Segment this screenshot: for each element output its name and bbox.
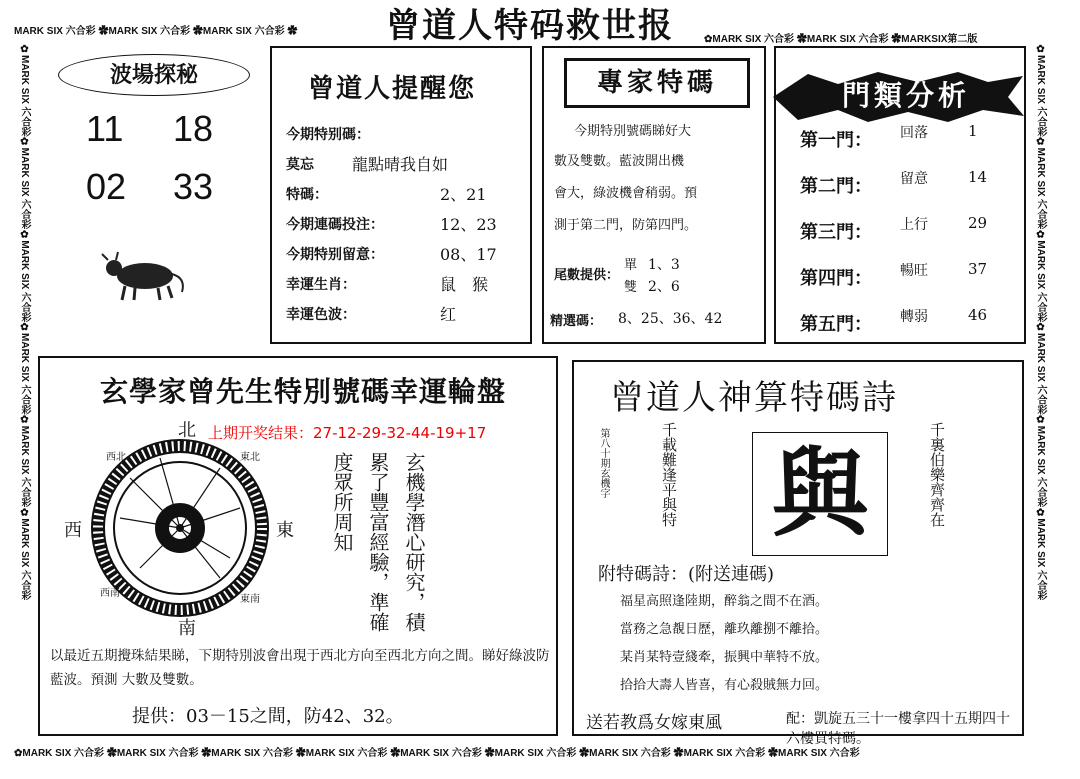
vertical-col: 累了豐富經驗，準確: [366, 452, 390, 632]
door-label: 第五門：: [800, 314, 872, 335]
panel-bo-chang: [38, 46, 262, 344]
panel3-body-line: 會大，綠波機會稍弱。預: [554, 186, 698, 201]
poem-col-a: 千載難逢平與特: [660, 422, 678, 527]
last-result: 上期开奖结果：27-12-29-32-44-19+17: [208, 424, 487, 442]
wheel-paragraph: 以最近五期攪珠結果睇，下期特別波會出現于西北方向至西北方向之間。睇好綠波防藍波。預測 大數及雙數。: [50, 648, 550, 688]
border-left-strip: ✿MARK SIX 六合彩✿MARK SIX 六合彩✿MARK SIX 六合彩✿MARK SIX 六合彩✿MARK SIX 六合彩✿MARK SIX 六合彩: [19, 44, 30, 601]
panel3-selected-label: 精選碼：: [550, 314, 603, 329]
border-top-right-strip: ✿MARK SIX 六合彩 ✿MARK SIX 六合彩 ✿MARKSIX第二版: [704, 34, 978, 45]
poem-footer-right: 配：凱旋五三十一樓拿四十五期四十六樓買特碼。: [786, 711, 1010, 747]
panel4-title: 門類分析: [841, 79, 970, 112]
door-word: 上行: [900, 217, 928, 233]
reminder-label: 幸運色波：: [286, 307, 356, 323]
panel5-title: 玄學家曾先生特別號碼幸運輪盤: [100, 375, 507, 408]
poem-line: 福星高照逢陸期，醉翁之間不在酒。: [620, 594, 829, 609]
border-bottom-strip: ✿MARK SIX 六合彩 ✿MARK SIX 六合彩 ✿MARK SIX 六合彩 ✿MARK SIX 六合彩 ✿MARK SIX 六合彩 ✿MARK SIX 六合彩 ✿MARK SIX 六合彩 ✿MARK SIX 六合彩 ✿MARK SIX 六合彩: [14, 748, 860, 759]
panel1-number: 02: [86, 166, 127, 207]
dir-west: 西: [64, 520, 82, 541]
panel-expert: [542, 46, 766, 344]
panel-wheel: [38, 356, 558, 736]
door-number: 46: [968, 306, 988, 324]
poem-col-b: 千裏伯樂齊齊在: [928, 422, 946, 527]
panel3-selected: 8、25、36、42: [618, 311, 723, 327]
reminder-label: 今期連碼投注：: [286, 217, 384, 233]
panel3-body-line: 測于第二門，防第四門。: [554, 218, 698, 233]
panel-door-analysis: [774, 46, 1026, 344]
panel3-tail-label: 尾數提供：: [554, 268, 620, 283]
panel3-tail-single-label: 單: [624, 258, 638, 273]
poem-line: 拾拾大壽人皆喜，有心殺賊無力回。: [620, 678, 829, 693]
panel1-title: 波場探秘: [58, 54, 250, 96]
reminder-label: 莫忘: [286, 157, 314, 173]
poem-footer-left: 送若教爲女嫁東風: [586, 713, 722, 733]
poem-small-col: 第八十期玄機字: [598, 428, 609, 498]
door-label: 第四門：: [800, 268, 872, 289]
reminder-value: 龍點晴我自如: [352, 155, 449, 174]
dir-southwest: 西南: [100, 588, 120, 599]
attach-title: 附特碼詩：(附送連碼): [598, 564, 775, 585]
reminder-value: 08、17: [440, 245, 497, 264]
reminder-value: 鼠 猴: [440, 275, 489, 294]
door-word: 回落: [900, 125, 928, 141]
reminder-value: 2、21: [440, 185, 487, 204]
reminder-label: 今期特别碼：: [286, 127, 370, 143]
wheel-provide: 提供：03－15之間，防42、32。: [132, 706, 404, 727]
border-right-strip: ✿MARK SIX 六合彩✿MARK SIX 六合彩✿MARK SIX 六合彩✿MARK SIX 六合彩✿MARK SIX 六合彩✿MARK SIX 六合彩: [1035, 44, 1046, 601]
door-word: 轉弱: [900, 309, 928, 325]
panel2-title: 曾道人提醒您: [308, 74, 477, 104]
panel1-number: 11: [86, 108, 124, 149]
vertical-col: 玄機學潛心研究，積: [402, 452, 426, 632]
panel3-title: 專家特碼: [564, 58, 750, 108]
ox-icon: [100, 246, 190, 306]
panel3-body-line: 今期特別號碼睇好大: [574, 124, 692, 139]
reminder-value: 红: [440, 305, 457, 324]
door-number: 37: [968, 260, 988, 278]
panel-reminder: [270, 46, 532, 344]
panel1-number: 18: [173, 108, 214, 149]
door-word: 暢旺: [900, 263, 928, 279]
reminder-label: 特碼：: [286, 187, 328, 203]
page-title: 曾道人特码救世报: [360, 4, 700, 48]
border-top-left-strip: MARK SIX 六合彩 ✿MARK SIX 六合彩 ✿MARK SIX 六合彩 ✿: [14, 26, 298, 37]
door-number: 1: [968, 122, 978, 140]
panel3-body-line: 數及雙數。藍波開出機: [554, 154, 685, 169]
dir-southeast: 東南: [240, 594, 260, 605]
poem-line: 某肖某特壹綫牽，振興中華特不放。: [620, 650, 829, 665]
panel3-tail-single: 1、3: [648, 257, 680, 273]
panel3-tail-double-label: 雙: [624, 280, 638, 295]
door-label: 第二門：: [800, 176, 872, 197]
panel3-tail-double: 2、6: [648, 279, 680, 295]
dir-east: 東: [276, 520, 294, 541]
poem-line: 當務之急覩日歷，離玖離捌不離拾。: [620, 622, 829, 637]
panel1-number: 33: [173, 166, 214, 207]
door-number: 14: [968, 168, 988, 186]
door-label: 第三門：: [800, 222, 872, 243]
dir-northwest: 西北: [106, 452, 126, 463]
reminder-label: 幸運生肖：: [286, 277, 356, 293]
panel-poem: [572, 360, 1024, 747]
dir-south: 南: [178, 618, 196, 639]
door-label: 第一門：: [800, 130, 872, 151]
panel6-title: 曾道人神算特碼詩: [610, 378, 898, 418]
door-word: 留意: [900, 171, 928, 187]
big-char-box: [752, 432, 888, 556]
vertical-col: 度眾所周知: [330, 452, 354, 552]
dir-northeast: 東北: [240, 452, 260, 463]
big-char: 與: [772, 437, 868, 550]
reminder-label: 今期特别留意：: [286, 247, 384, 263]
door-number: 29: [968, 214, 988, 232]
reminder-value: 12、23: [440, 215, 497, 234]
dir-north: 北: [178, 420, 196, 441]
